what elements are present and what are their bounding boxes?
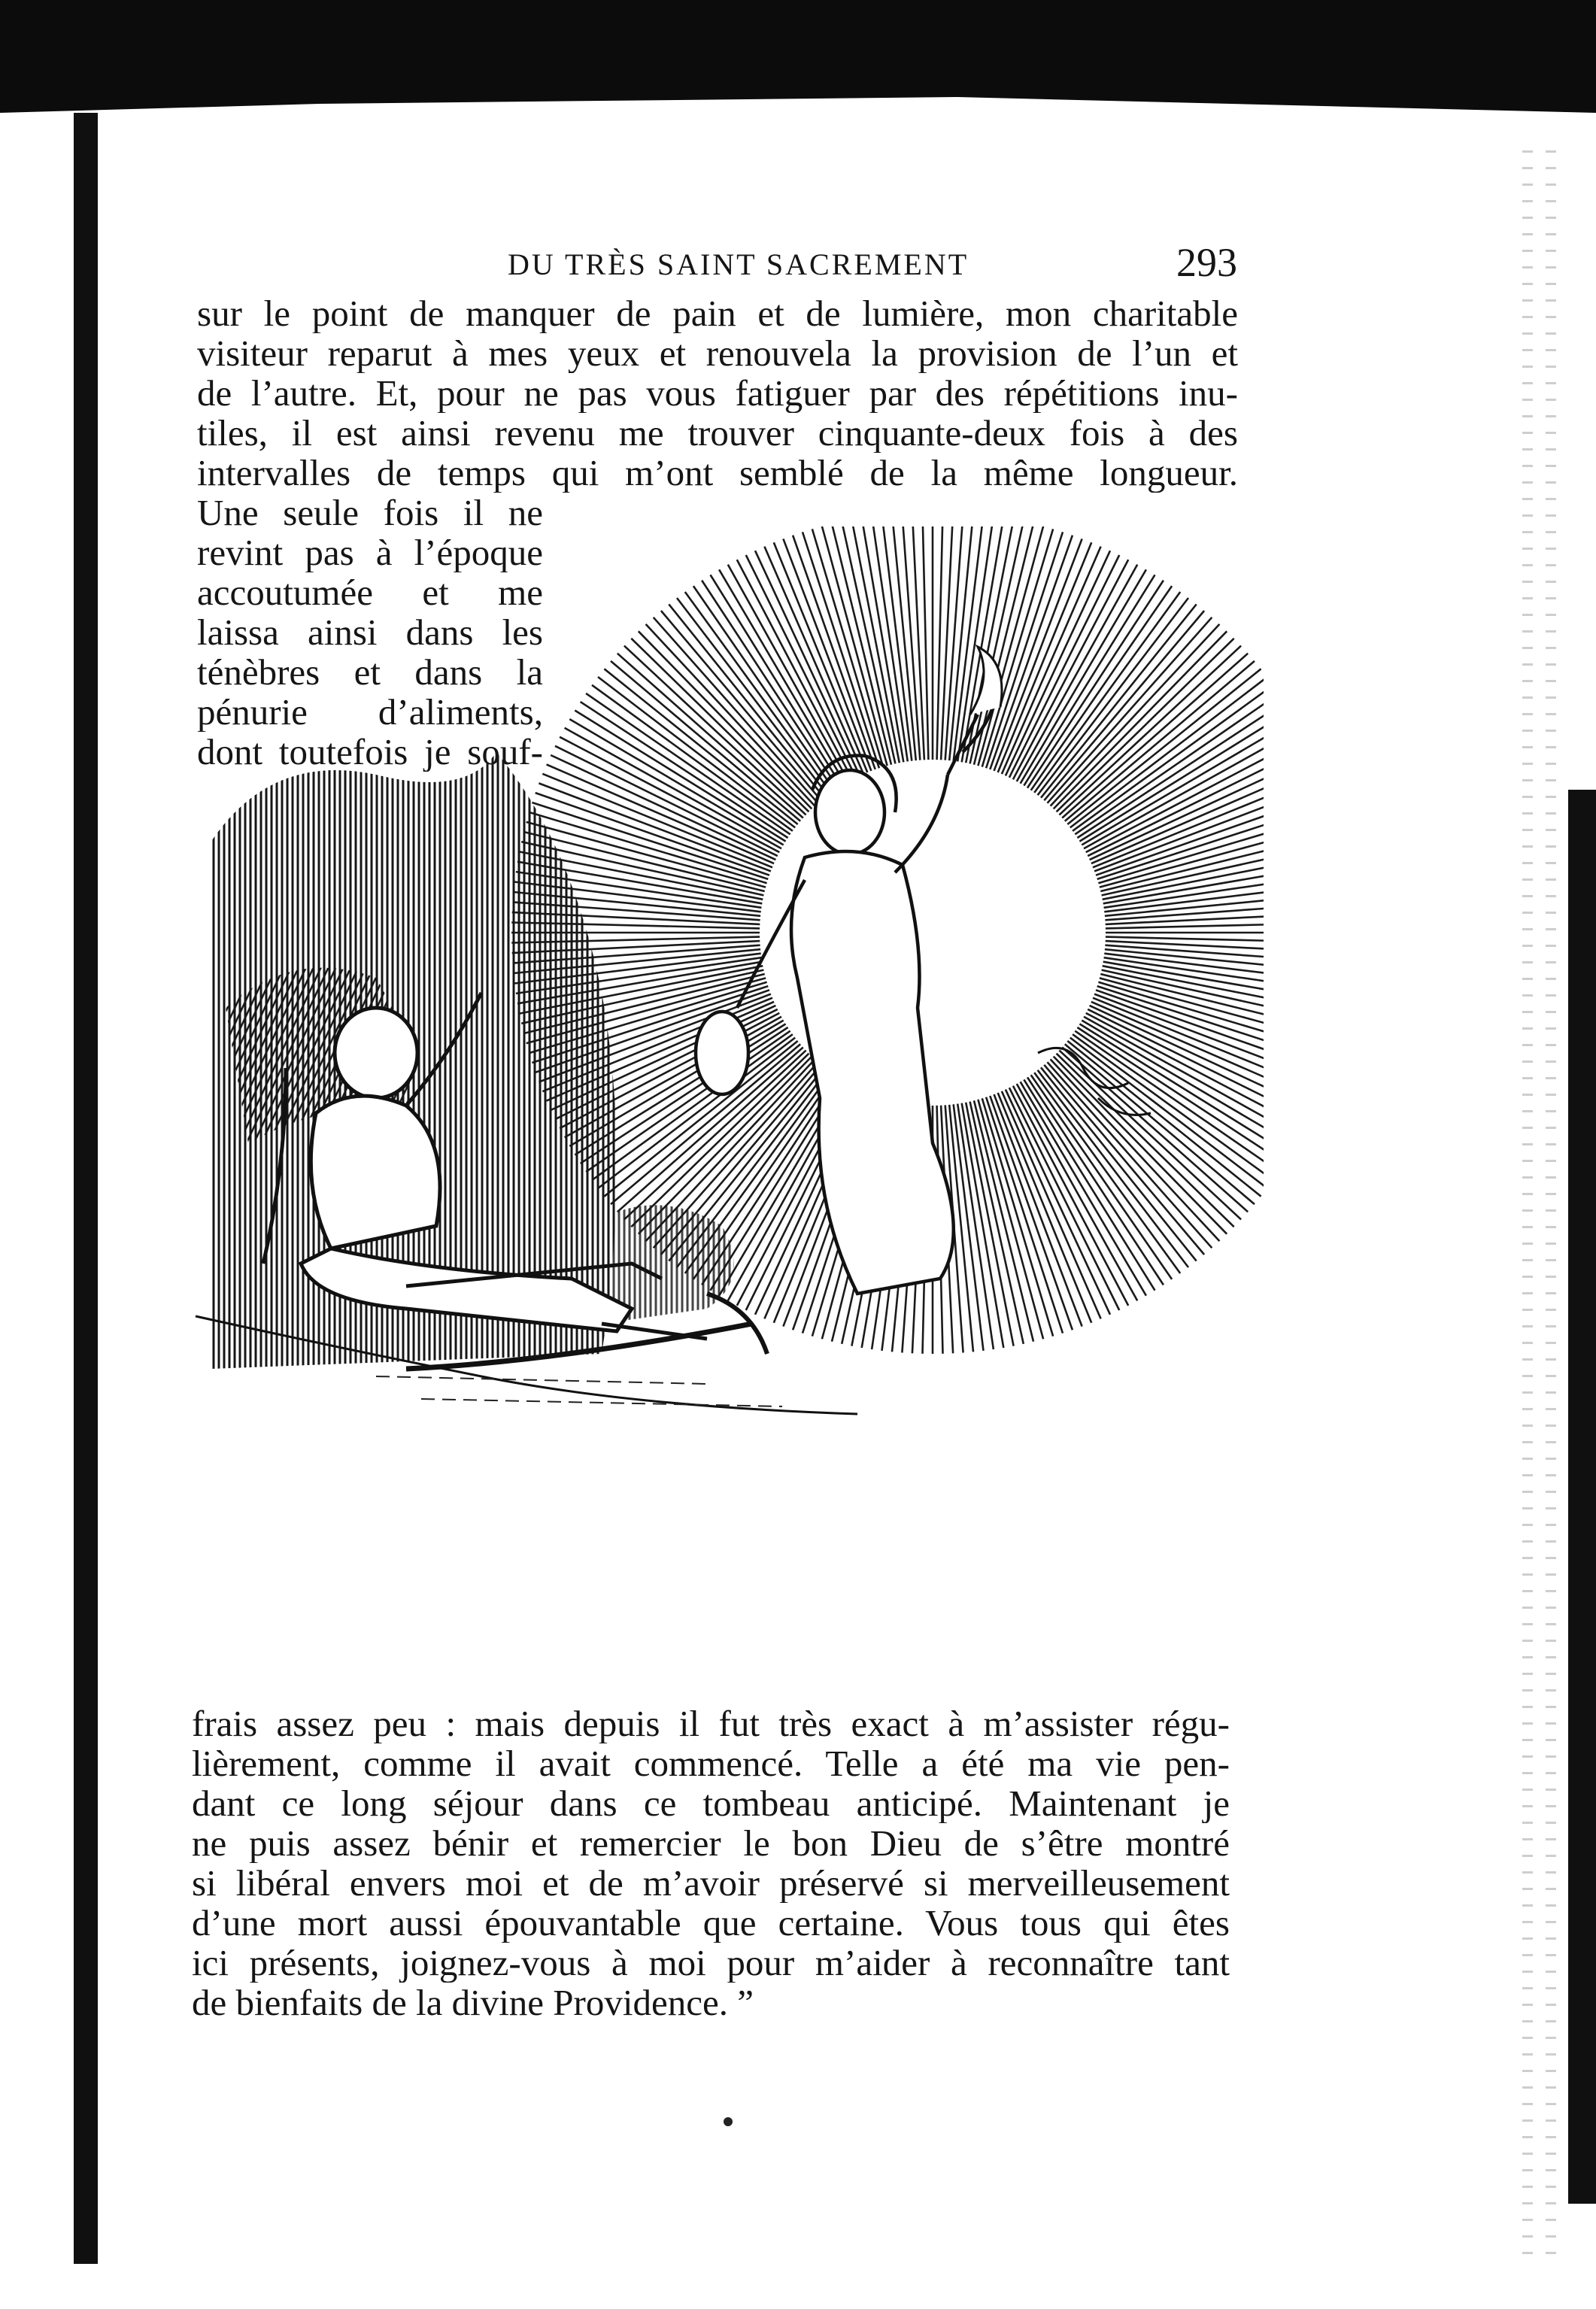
scan-top-edge: [0, 0, 1596, 113]
page-number: 293: [1176, 240, 1237, 285]
paragraph-top: [197, 293, 1238, 493]
text-line: ne puis assez bénir et remercier le bon Dieu de s’être montré: [192, 1823, 1230, 1863]
halo-ray: [1017, 1084, 1137, 1300]
text-line: ténèbres et dans la: [197, 652, 543, 692]
text-line: dont toutefois je souf-: [197, 732, 543, 772]
halo-ray: [957, 1104, 994, 1350]
paragraph-bottom: [192, 1704, 1230, 2022]
text-line: ici présents, joignez-vous à moi pour m’aider à reconnaître tant: [192, 1943, 1230, 1983]
text-line: Une seule fois il ne: [197, 493, 543, 532]
text-line: de l’autre. Et, pour ne pas vous fatiguer par des répétitions inu-: [197, 373, 1238, 413]
halo-ray: [728, 565, 848, 781]
text-line: laissa ainsi dans les: [197, 612, 543, 652]
text-line: sur le point de manquer de pain et de lumière, mon charitable: [197, 293, 1238, 333]
halo-ray: [1084, 728, 1264, 848]
scan-left-edge: [74, 113, 98, 2264]
text-line: dant ce long séjour dans ce tombeau anticipé. Maintenant je: [192, 1783, 1230, 1823]
text-line: de bienfaits de la divine Providence. ”: [192, 1983, 754, 2022]
halo-ray: [1084, 1017, 1264, 1137]
halo-ray: [982, 1098, 1053, 1336]
text-line: pénurie d’aliments,: [197, 692, 543, 732]
halo-ray: [812, 529, 883, 766]
text-line: accoutumée et me: [197, 572, 543, 612]
text-line: revint pas à l’époque: [197, 532, 543, 572]
engraving-illustration: [181, 526, 1264, 1700]
scan-right-noise: [1459, 150, 1564, 2256]
text-line: tiles, il est ainsi revenu me trouver cinquante-deux fois à des: [197, 413, 1238, 453]
text-line: intervalles de temps qui m’ont semblé de la même longueur.: [197, 453, 1238, 493]
text-line: lièrement, comme il avait commencé. Telle a été ma vie pen-: [192, 1743, 1230, 1783]
halo-ray: [851, 526, 899, 763]
halo-ray: [982, 529, 1053, 766]
scan-right-edge: [1568, 790, 1596, 2204]
text-line: si libéral envers moi et de m’avoir préservé si merveilleusement: [192, 1863, 1230, 1903]
text-line: visiteur reparut à mes yeux et renouvela la provision de l’un et: [197, 333, 1238, 373]
text-line: frais assez peu : mais depuis il fut très exact à m’assister régu-: [192, 1704, 1230, 1743]
running-head: [199, 239, 1237, 284]
stray-dot: [724, 2117, 733, 2126]
running-title: DU TRÈS SAINT SACREMENT: [508, 247, 969, 281]
halo-ray: [1017, 565, 1137, 781]
halo-ray: [565, 728, 781, 848]
text-line: d’une mort aussi épouvantable que certaine. Vous tous qui êtes: [192, 1903, 1230, 1943]
